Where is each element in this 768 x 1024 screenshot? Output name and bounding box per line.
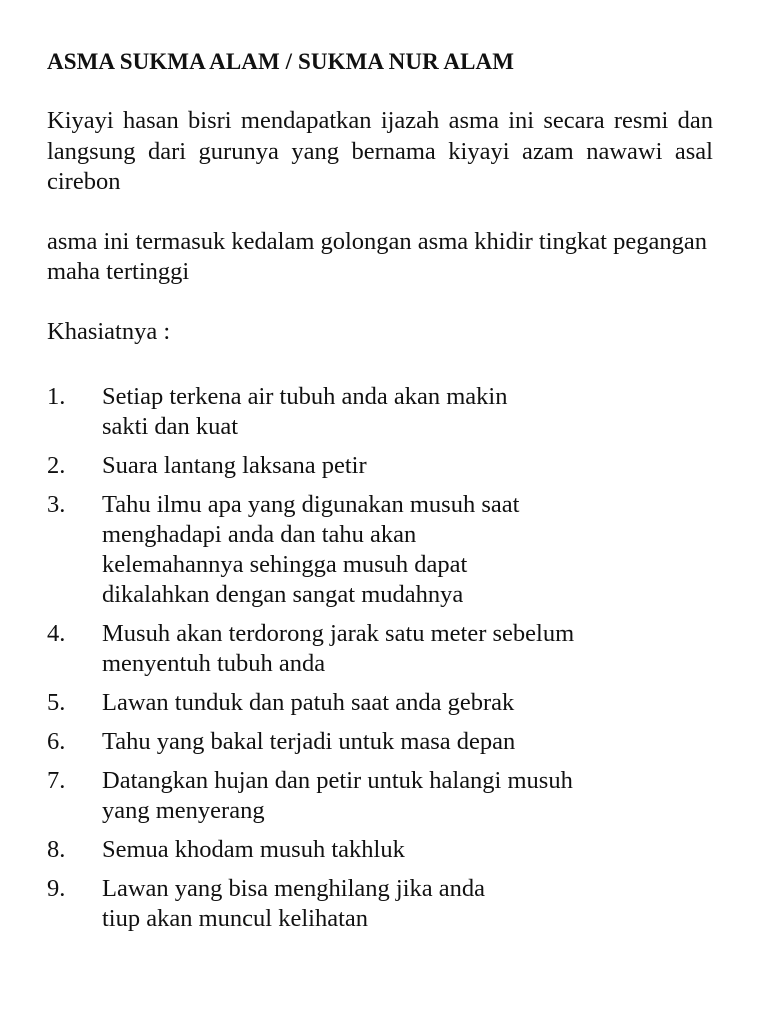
list-item-number: 8. <box>47 836 66 863</box>
list-item-number: 4. <box>47 620 66 647</box>
list-item-text <box>102 451 713 481</box>
classification-paragraph: asma ini termasuk kedalam golongan asma khidir tingkat pegangan maha tertinggi <box>47 227 707 285</box>
list-item <box>47 766 713 826</box>
list-item-number: 6. <box>47 728 66 755</box>
list-item-number: 1. <box>47 383 66 410</box>
list-item-text <box>102 874 713 934</box>
document-page <box>47 45 713 943</box>
list-item <box>47 619 713 679</box>
list-item <box>47 874 713 934</box>
list-item-text <box>102 490 713 610</box>
list-item-line: Datangkan hujan dan petir untuk halangi musuh <box>102 767 573 794</box>
list-item-line: Suara lantang laksana petir <box>102 452 367 479</box>
list-item-text <box>102 688 713 718</box>
list-item-number: 9. <box>47 875 66 902</box>
list-item <box>47 835 713 865</box>
list-item <box>47 382 713 442</box>
list-item-line: yang menyerang <box>102 797 265 824</box>
list-item-line: Lawan yang bisa menghilang jika anda <box>102 875 486 902</box>
intro-paragraph: Kiyayi hasan bisri mendapatkan ijazah asma ini secara resmi dan langsung dari gurunya yang bernama kiyayi azam nawawi asal cirebon <box>47 107 713 195</box>
benefits-heading: Khasiatnya : <box>47 317 171 345</box>
list-item-line: Setiap terkena air tubuh anda akan makin <box>102 383 508 410</box>
document-title: ASMA SUKMA ALAM / SUKMA NUR ALAM <box>47 49 515 74</box>
list-item <box>47 451 713 481</box>
list-item <box>47 688 713 718</box>
benefits-list <box>47 382 713 934</box>
list-item-line: sakti dan kuat <box>102 413 239 440</box>
list-item-line: tiup akan muncul kelihatan <box>102 905 369 932</box>
list-item-text <box>102 766 713 826</box>
list-item-line: Semua khodam musuh takhluk <box>102 836 405 863</box>
list-item-text <box>102 835 713 865</box>
list-item-line: dikalahkan dengan sangat mudahnya <box>102 581 464 608</box>
list-item-text <box>102 382 713 442</box>
list-item-line: Tahu yang bakal terjadi untuk masa depan <box>102 728 516 755</box>
list-item <box>47 490 713 610</box>
list-item-number: 7. <box>47 767 66 794</box>
list-item-text <box>102 619 713 679</box>
list-item-line: menyentuh tubuh anda <box>102 650 326 677</box>
list-item-number: 2. <box>47 452 66 479</box>
list-item-line: menghadapi anda dan tahu akan <box>102 521 417 548</box>
list-item-text <box>102 727 713 757</box>
list-item-line: kelemahannya sehingga musuh dapat <box>102 551 468 578</box>
list-item-number: 3. <box>47 491 66 518</box>
list-item-line: Musuh akan terdorong jarak satu meter sebelum <box>102 620 575 647</box>
list-item-number: 5. <box>47 689 66 716</box>
list-item-line: Lawan tunduk dan patuh saat anda gebrak <box>102 689 515 716</box>
list-item-line: Tahu ilmu apa yang digunakan musuh saat <box>102 491 520 518</box>
list-item <box>47 727 713 757</box>
